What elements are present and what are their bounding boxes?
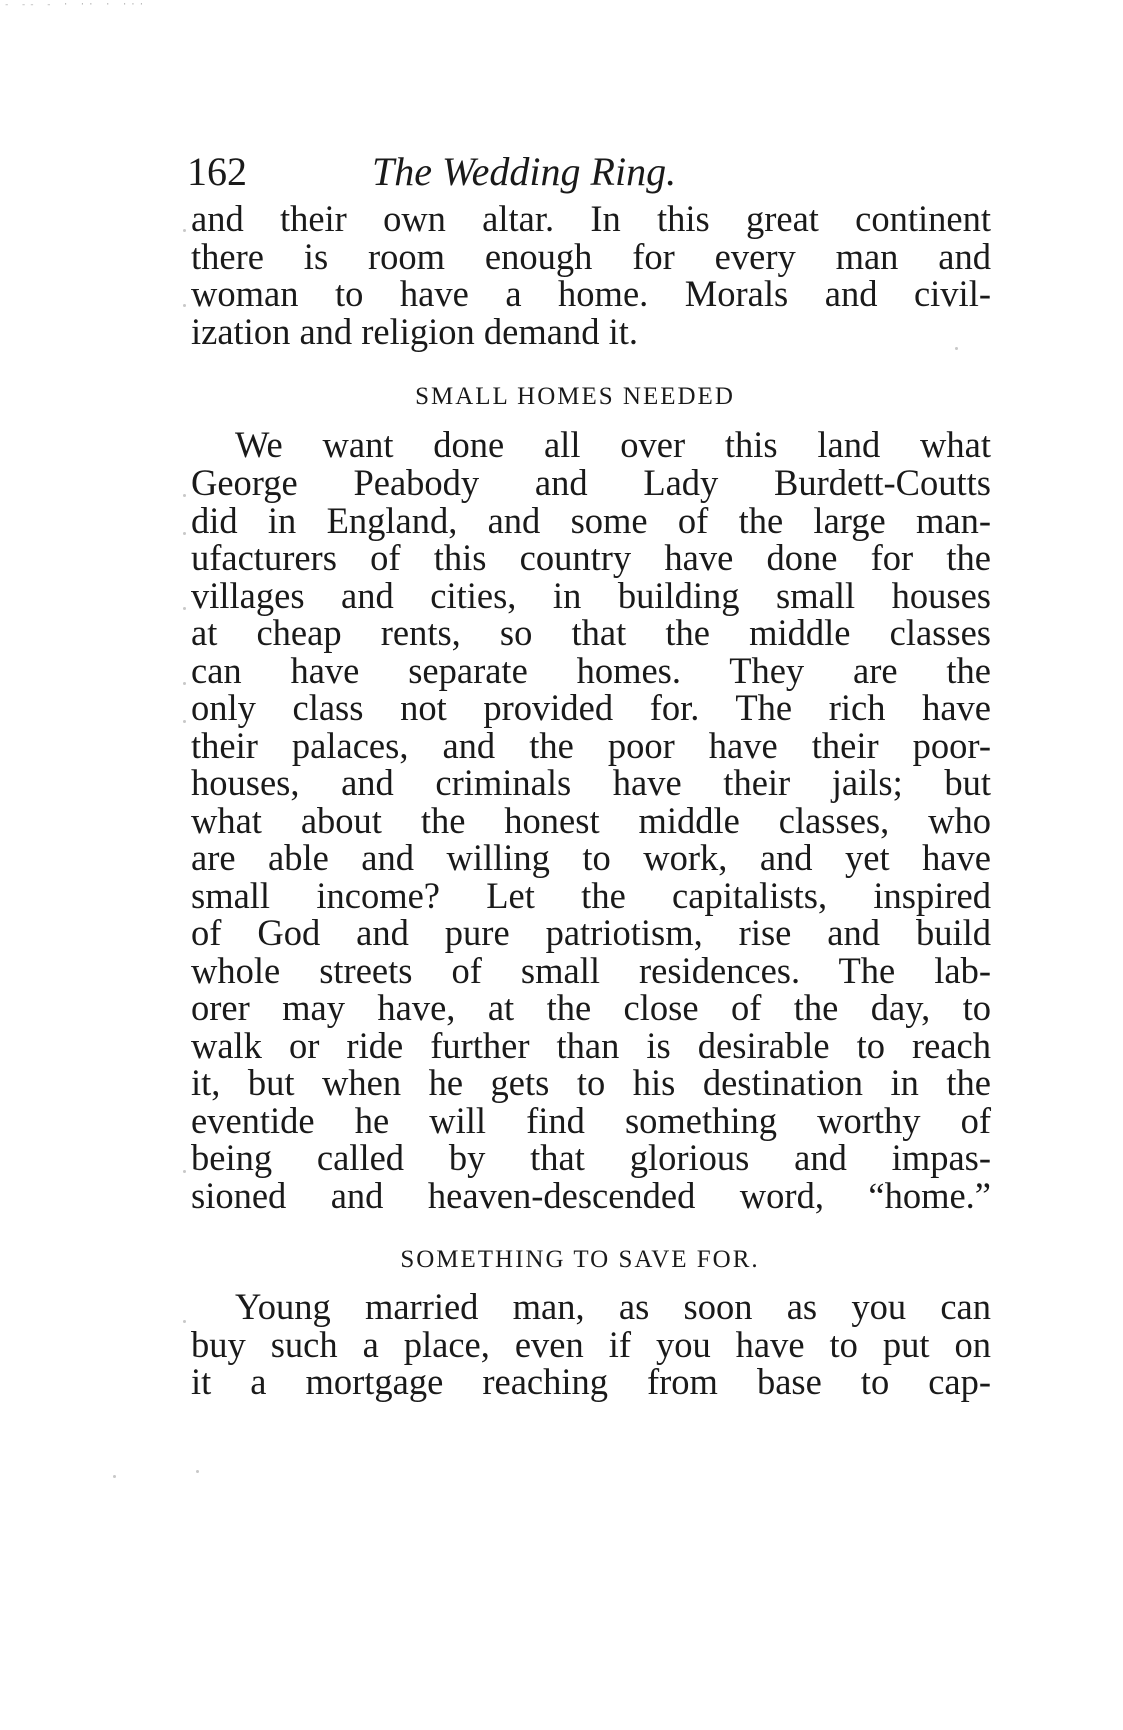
scan-speck <box>183 1170 186 1173</box>
text-line: it, but when he gets to his destination in the <box>191 1062 991 1103</box>
scan-speck <box>183 607 186 610</box>
text-line: only class not provided for. The rich have <box>191 687 991 728</box>
text-line: ization and religion demand it. <box>191 311 639 352</box>
scan-speck <box>183 682 186 685</box>
text-line: eventide he will find something worthy of <box>191 1100 991 1141</box>
scan-speck <box>196 1470 199 1473</box>
text-line: George Peabody and Lady Burdett-Coutts <box>191 462 991 503</box>
text-line: buy such a place, even if you have to put on <box>191 1324 991 1365</box>
text-line: villages and cities, in building small houses <box>191 575 991 616</box>
text-line: at cheap rents, so that the middle classes <box>191 612 991 653</box>
text-line: what about the honest middle classes, who <box>191 800 991 841</box>
text-line: small income? Let the capitalists, inspired <box>191 875 991 916</box>
text-line: woman to have a home. Morals and civil- <box>191 273 991 314</box>
scan-marks: - -- - · ·· · ··· <box>4 0 148 10</box>
scan-speck <box>955 347 958 350</box>
running-header <box>187 142 1007 202</box>
scan-speck <box>183 532 186 535</box>
scan-speck <box>183 494 186 497</box>
section-heading: SMALL HOMES NEEDED <box>415 383 735 410</box>
scan-speck <box>183 304 186 307</box>
text-line: Young married man, as soon as you can <box>235 1286 991 1327</box>
text-line: there is room enough for every man and <box>191 236 991 277</box>
text-line: being called by that glorious and impas- <box>191 1137 991 1178</box>
text-line: did in England, and some of the large man- <box>191 500 991 541</box>
text-line: are able and willing to work, and yet have <box>191 837 991 878</box>
section-heading: SOMETHING TO SAVE FOR. <box>400 1246 760 1273</box>
text-line: ufacturers of this country have done for the <box>191 537 991 578</box>
text-line: orer may have, at the close of the day, to <box>191 987 991 1028</box>
page-number: 162 <box>187 149 247 194</box>
scan-speck <box>113 1475 116 1478</box>
text-line: houses, and criminals have their jails; but <box>191 762 991 803</box>
scan-speck <box>183 720 186 723</box>
text-line: of God and pure patriotism, rise and build <box>191 912 991 953</box>
scan-speck <box>183 1320 186 1323</box>
running-title: The Wedding Ring. <box>372 149 677 194</box>
text-line: We want done all over this land what <box>235 424 991 465</box>
scan-speck <box>183 229 186 232</box>
text-line: sioned and heaven-descended word, “home.” <box>191 1175 991 1216</box>
text-line: and their own altar. In this great continent <box>191 198 991 239</box>
text-line: can have separate homes. They are the <box>191 650 991 691</box>
text-line: walk or ride further than is desirable to reach <box>191 1025 991 1066</box>
text-line: whole streets of small residences. The lab- <box>191 950 991 991</box>
text-line: it a mortgage reaching from base to cap- <box>191 1361 991 1402</box>
text-line: their palaces, and the poor have their poor- <box>191 725 991 766</box>
